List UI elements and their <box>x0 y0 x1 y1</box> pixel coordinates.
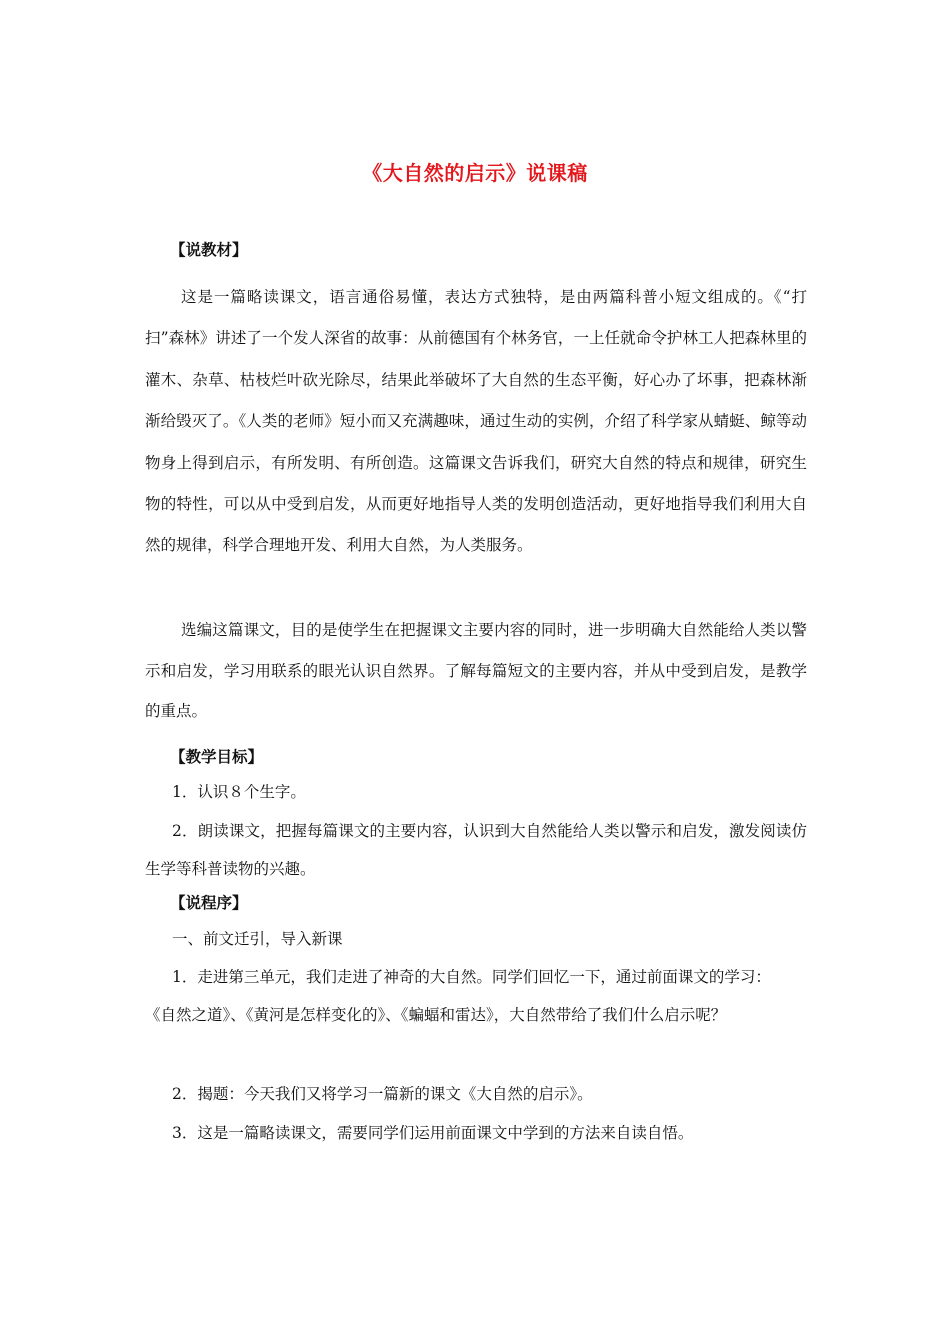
procedure-item-2: 2．揭题：今天我们又将学习一篇新的课文《大自然的启示》。 <box>172 1085 593 1103</box>
procedure-subheading-1: 一、前文迁引，导入新课 <box>172 930 343 948</box>
procedure-item-1-line-1: 1．走进第三单元，我们走进了神奇的大自然。同学们回忆一下，通过前面课文的学习： <box>172 968 771 986</box>
paragraph-material-intro: 这是一篇略读课文，语言通俗易懂，表达方式独特，是由两篇科普小短文组成的。《“打扫”森林》讲述了一个发人深省的故事：从前德国有个林务官，一上任就命令护林工人把森林里的灌木、杂草、枯枝烂叶砍光除尽，结果此举破坏了大自然的生态平衡，好心办了坏事，把森林渐渐给毁灭了。《人类的老师》短小而又充满趣味，通过生动的实例，介绍了科学家从蜻蜓、鲸等动物身上得到启示，有所发明、有所创造。这篇课文告诉我们，研究大自然的特点和规律，研究生物的特性，可以从中受到启发，从而更好地指导人类的发明创造活动，更好地指导我们利用大自然的规律，科学合理地开发、利用大自然，为人类服务。 <box>145 288 807 555</box>
goal-item-2: 2．朗读课文，把握每篇课文的主要内容，认识到大自然能给人类以警示和启发，激发阅读仿生学等科普读物的兴趣。 <box>145 822 807 878</box>
goal-item-1: 1．认识８个生字。 <box>172 783 306 801</box>
section-heading-goals: 【教学目标】 <box>170 748 264 766</box>
procedure-item-1-line-2: 《自然之道》、《黄河是怎样变化的》、《蝙蝠和雷达》，大自然带给了我们什么启示呢？ <box>145 1006 727 1024</box>
paragraph-material-purpose: 选编这篇课文，目的是使学生在把握课文主要内容的同时，进一步明确大自然能给人类以警示和启发，学习用联系的眼光认识自然界。了解每篇短文的主要内容，并从中受到启发，是教学的重点。 <box>145 621 807 720</box>
page-title: 《大自然的启示》说课稿 <box>362 161 588 185</box>
section-heading-material: 【说教材】 <box>170 241 248 259</box>
procedure-item-3: 3．这是一篇略读课文，需要同学们运用前面课文中学到的方法来自读自悟。 <box>172 1124 694 1142</box>
section-heading-procedure: 【说程序】 <box>170 894 248 912</box>
